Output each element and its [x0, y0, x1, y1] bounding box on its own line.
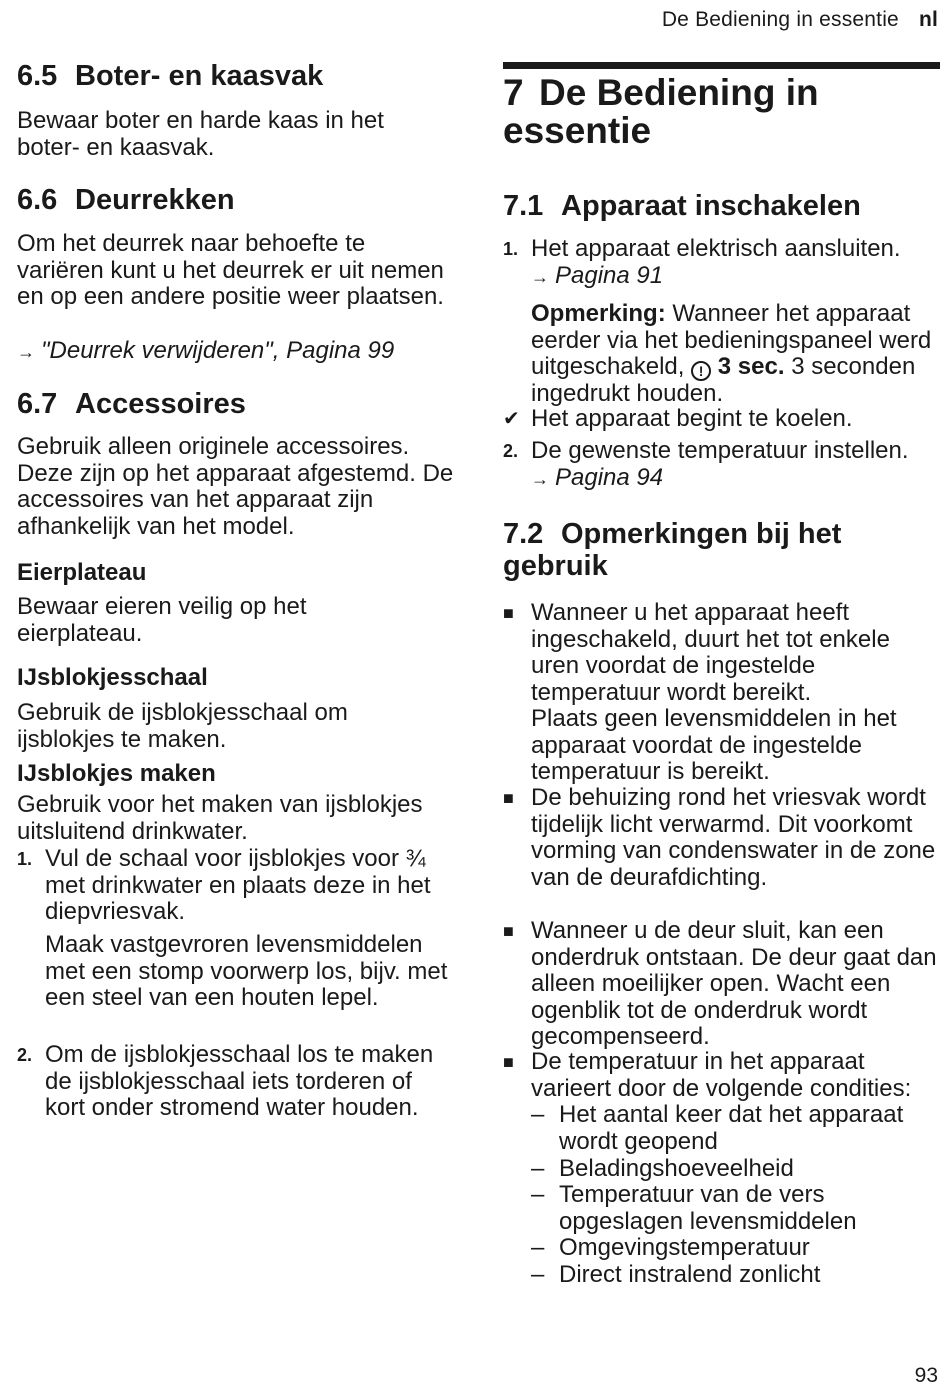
step-1-note: Maak vastgevroren levensmiddelen met een stomp voorwerp los, bijv. met een steel van een houten lepel. [45, 931, 448, 1011]
ijsblokjes-maken-heading: IJsblokjes maken [17, 760, 216, 787]
step-text: De gewenste temperatuur instellen. [531, 437, 909, 464]
step-1-reference: → Pagina 91 [531, 261, 664, 289]
bullet-item [503, 1049, 940, 1102]
bullet-text: Wanneer u de deur sluit, kan een onderdruk ontstaan. De deur gaat dan alleen moeilijker open. Wacht een ogenblik tot de onderdruk wordt gecompenseerd. [531, 917, 937, 1050]
section-6-7-body: Gebruik alleen originele accessoires. Deze zijn op het apparaat afgestemd. De accessoires van het apparaat zijn afhankelijk van het model. [17, 433, 454, 540]
bullet-text: De temperatuur in het apparaat varieert door de volgende condities: [531, 1048, 912, 1102]
dash-item [531, 1182, 940, 1235]
header-title: De Bediening in essentie [661, 8, 899, 31]
dash-item [531, 1235, 940, 1262]
step-number: 1. [503, 239, 519, 259]
chapter-rule [503, 62, 940, 69]
result-text: Het apparaat begint te koelen. [531, 405, 853, 432]
header-language: nl [918, 8, 938, 31]
step-text: Om de ijsblokjesschaal los te maken de ijsblokjesschaal iets torderen of kort onder stromend water houden. [45, 1041, 434, 1121]
eierplateau-heading: Eierplateau [17, 559, 147, 586]
step-2-reference: → Pagina 94 [531, 463, 664, 491]
square-bullet-icon: ■ [503, 1052, 514, 1072]
section-7-2-heading: 7.2 Opmerkingen bij het gebruik [503, 518, 842, 582]
dash-text: Beladingshoeveelheid [559, 1155, 794, 1182]
section-6-6-body: Om het deurrek naar behoefte te variëren kunt u het deurrek er uit nemen en op een andere positie weer plaatsen. [17, 230, 444, 310]
section-6-6-reference: → "Deurrek verwijderen", Pagina 99 [17, 337, 395, 364]
result-line [503, 406, 940, 433]
eierplateau-body: Bewaar eieren veilig op het eierplateau. [17, 593, 307, 647]
square-bullet-icon: ■ [503, 603, 514, 623]
dash-marker: – [531, 1101, 545, 1128]
dash-marker: – [531, 1181, 545, 1208]
bullet-item [503, 918, 940, 1051]
ijsblokjesschaal-body: Gebruik de ijsblokjesschaal om ijsblokjes te maken. [17, 699, 348, 753]
section-6-5-body: Bewaar boter en harde kaas in het boter- en kaasvak. [17, 107, 384, 161]
section-6-6-heading: 6.6 Deurrekken [17, 184, 235, 216]
arrow-right-icon: → [531, 468, 549, 489]
dash-item [531, 1102, 940, 1155]
section-6-7-heading: 6.7 Accessoires [17, 388, 246, 420]
square-bullet-icon: ■ [503, 921, 514, 941]
dash-marker: – [531, 1261, 545, 1288]
step-1 [503, 236, 940, 290]
bullet-text: De behuizing rond het vriesvak wordt tijdelijk licht verwarmd. Dit voorkomt vorming van condenswater in de zone van de deurafdichting. [531, 784, 936, 891]
bullet-text: Wanneer u het apparaat heeft ingeschakeld, duurt het tot enkele uren voordat de ingestelde temperatuur wordt bereikt. [531, 599, 890, 706]
dash-marker: – [531, 1155, 545, 1182]
step-number: 2. [17, 1045, 33, 1065]
checkmark-icon: ✔ [503, 408, 520, 430]
running-header [662, 8, 938, 32]
note-key: 3 sec. [717, 353, 785, 380]
ijsblokjes-maken-body: Gebruik voor het maken van ijsblokjes uitsluitend drinkwater. [17, 791, 423, 845]
section-6-5-heading: 6.5 Boter- en kaasvak [17, 60, 324, 92]
page-number: 93 [914, 1364, 938, 1387]
step-number: 1. [17, 849, 33, 869]
dash-text: Temperatuur van de vers opgeslagen levensmiddelen [559, 1181, 857, 1235]
chapter-7-heading: 7 De Bediening in essentie [503, 72, 819, 151]
note-paragraph: Opmerking: Wanneer het apparaat eerder via het bedieningspaneel werd uitgeschakeld, ! 3 sec. 3 seconden ingedrukt houden. [531, 300, 932, 407]
bullet-extra-text: Plaats geen levensmiddelen in het apparaat voordat de ingestelde temperatuur is bereikt. [531, 705, 897, 785]
dash-item [531, 1156, 940, 1183]
power-icon: ! [691, 361, 711, 381]
dash-item [531, 1262, 940, 1289]
ijsblokjesschaal-heading: IJsblokjesschaal [17, 664, 208, 691]
step-text: Het apparaat elektrisch aansluiten. [531, 235, 901, 262]
section-7-1-heading: 7.1 Apparaat inschakelen [503, 190, 861, 222]
dash-text: Het aantal keer dat het apparaat wordt geopend [559, 1101, 904, 1155]
step-2 [503, 438, 940, 492]
step-2 [17, 1042, 457, 1122]
square-bullet-icon: ■ [503, 788, 514, 808]
step-1 [17, 846, 457, 926]
dash-text: Omgevingstemperatuur [559, 1234, 810, 1261]
step-text: Vul de schaal voor ijsblokjes voor ¾ met drinkwater en plaats deze in het diepvriesvak. [45, 845, 431, 925]
dash-text: Direct instralend zonlicht [559, 1261, 821, 1288]
step-number: 2. [503, 441, 519, 461]
bullet-item [503, 600, 940, 786]
bullet-item [503, 785, 940, 891]
arrow-right-icon: → [531, 266, 549, 287]
arrow-right-icon: → [17, 342, 35, 362]
note-label: Opmerking: [531, 300, 666, 327]
dash-marker: – [531, 1234, 545, 1261]
